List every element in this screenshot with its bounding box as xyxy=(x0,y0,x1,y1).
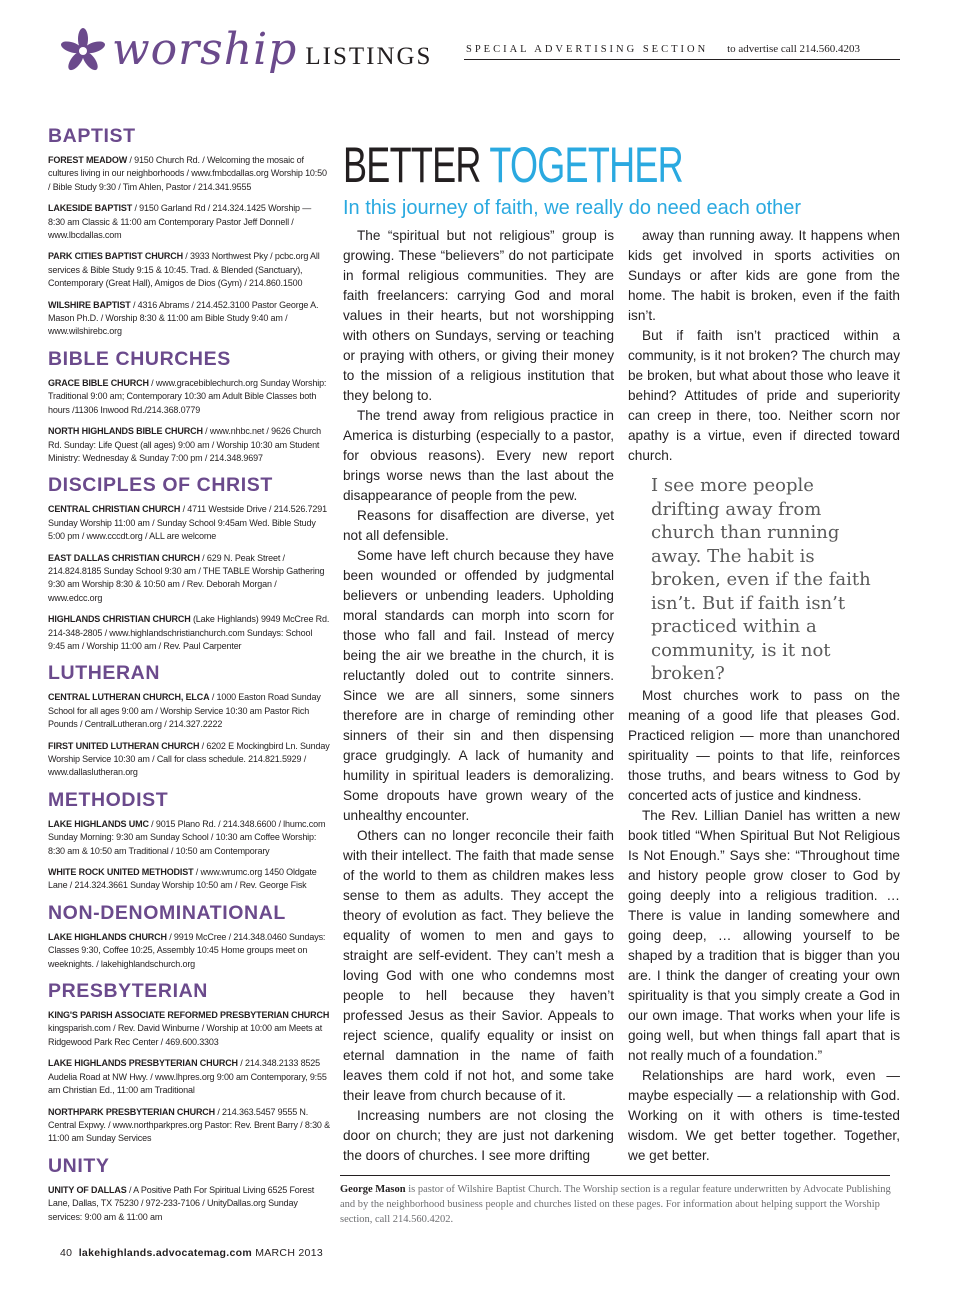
category-heading: BAPTIST xyxy=(48,125,136,147)
church-listing xyxy=(48,613,330,653)
category-heading: DISCIPLES OF CHRIST xyxy=(48,474,273,497)
article-paragraph: The “spiritual but not religious” group is growing. These “believers” do not participate in formal religious communities. They are faith freelancers: carrying God and moral values in their hearts, but not worshipping with others on Sundays, serving or teaching or praying with others, or giving their money to the mission of a religious institution that they belong to. xyxy=(343,228,614,403)
article-paragraph: Most churches work to pass on the meaning of a good life that pleases God. Practiced religion — more than unanchored spirituality — points to that life, reinforces those truths, and bears witness to God by concerted acts of justice and kindness. xyxy=(628,688,900,803)
page-number: 40 xyxy=(60,1247,73,1259)
church-name: LAKE HIGHLANDS UMC xyxy=(48,818,149,829)
article-column-left xyxy=(343,226,614,1166)
church-details: kingsparish.com / Rev. David Winburne / Worship at 10:00 am Meets at Ridgewood Park Rec Center / 469.600.3303 xyxy=(48,1023,323,1047)
article-paragraph: Relationships are hard work, even — maybe especially — a relationship with God. Working on it with others is time-tested wisdom. We get better together. Together, we get better. xyxy=(628,1068,900,1163)
category-heading: BIBLE CHURCHES xyxy=(48,347,231,370)
advertise-line: to advertise call 214.560.4203 xyxy=(727,43,860,55)
footer-site: lakehighlands.advocatemag.com xyxy=(78,1247,252,1259)
church-listing xyxy=(48,1184,330,1224)
church-listing xyxy=(48,377,330,417)
article-title xyxy=(343,137,744,193)
category-heading: UNITY xyxy=(48,1154,110,1177)
article-paragraph: Some have left church because they have been wounded or offended by judgmental believers or unbending leaders. Upholding moral standards can morph into scorn for those who fall and fail. Instead of mercy being the air we breathe in the church, it is reluctantly doled out to contrite sinners. Since we are all sinners, some sinners therefore are in charge of reminding other sinners of their sin and then dispensing grace grudgingly. A lack of humanity and humility in spiritual leaders is demoralizing. Some dropouts have grown weary of the unhealthy encounter. xyxy=(343,548,614,823)
church-details: / www.nhbc.net / 9626 Church Rd. Sunday: Life Quest (all ages) 9:00 am / Worship 10:30 am Student Ministry: Wednesday & Sunday 7:00 pm / 214.348.9697 xyxy=(48,426,322,463)
church-name: GRACE BIBLE CHURCH xyxy=(48,377,149,388)
church-listing xyxy=(48,503,330,543)
page-header xyxy=(60,24,900,78)
church-listing xyxy=(48,931,330,971)
church-name: FOREST MEADOW xyxy=(48,155,128,165)
church-name: NORTHPARK PRESBYTERIAN CHURCH xyxy=(48,1106,215,1117)
article-paragraph: Increasing numbers are not closing the door on church; they are just not darkening the doors of churches. I see more drifting xyxy=(343,1108,614,1163)
church-name: EAST DALLAS CHRISTIAN CHURCH xyxy=(48,552,200,563)
article-paragraph: Others can no longer reconcile their faith with their intellect. The faith that made sense of the world to them as children makes less sense to them as adults. They accept the theory of evolution as fact. They believe the equality of women to men and gays to straight are self-evident. They can’t mesh a loving God with one who condemns most people to hell because they haven’t professed Jesus as their Savior. Appeals to reject science, qualify equality or insist on eternal damnation in the name of faith leaves them cold if not hot, and some take their leave from church because of it. xyxy=(343,828,614,1103)
church-name: CENTRAL CHRISTIAN CHURCH xyxy=(48,504,181,515)
church-details: / www.wrumc.org 1450 Oldgate Lane / 214.324.3661 Sunday Worship 10:50 am / Rev. George Fisk xyxy=(48,867,317,891)
article-paragraph: away than running away. It happens when kids get involved in sports activities on Sundays or after kids are gone from the home. The habit is broken, even if the faith isn’t. xyxy=(628,228,900,323)
footer-issue: MARCH 2013 xyxy=(255,1247,323,1259)
worship-logo xyxy=(60,24,433,75)
church-details: / A Positive Path For Spiritual Living 6525 Forest Lane, Dallas, TX 75230 / 972-233-7106 / UnityDallas.org Sunday services: 9:00 am & 11:00 am xyxy=(48,1184,315,1222)
church-details: / 9015 Plano Rd. / 214.348.6600 / lhumc.com Sunday Morning: 9:30 am Sunday School / 10:30 am Coffee Worship: 8:30 am & 10:50 am Traditional / 10:50 am Contemporary xyxy=(48,818,326,856)
church-name: CENTRAL LUTHERAN CHURCH, ELCA xyxy=(48,692,210,703)
church-name: KING'S PARISH ASSOCIATE REFORMED PRESBYTERIAN CHURCH xyxy=(48,1010,330,1021)
church-listing xyxy=(48,818,330,858)
category-heading: METHODIST xyxy=(48,788,169,811)
article-paragraph: The Rev. Lillian Daniel has written a new book titled “When Spiritual But Not Religious Is Not Enough.” Says she: “Throughout time and history people grow closer to God by going deeply into a religious tradition. … There is value in landing somewhere and going deep, … allowing yourself to be shaped by a tradition that is bigger than you are. I think the danger of creating your own spirituality is that you simply create a God in our own image. That works when your life is going well, but when things fall apart that is not really much of a foundation.” xyxy=(628,808,900,1063)
article-paragraph: But if faith isn’t practiced within a community, is it not broken? The church may be broken, but what about those who leave it behind? Attitudes of pride and superiority can creep in there, too. Neither scorn nor apathy is a virtue, even if directed toward church. xyxy=(628,328,900,463)
church-details: / 4711 Westside Drive / 214.526.7291 Sunday Worship 11:00 am / Sunday School 9:45am Wed. Bible Study 5:00 pm / www.cccdt.org / ALL are welcome xyxy=(48,504,327,542)
church-details: / 9150 Garland Rd / 214.324.1425 Worship — 8:30 am Classic & 11:00 am Contemporary Pastor Jeff Donnell / www.lbcdallas.com xyxy=(48,203,312,241)
church-listing xyxy=(48,299,330,339)
article-subtitle: In this journey of faith, we really do need each other xyxy=(343,197,802,219)
church-details: / 629 N. Peak Street / 214.824.8185 Sunday School 9:30 am / THE TABLE Worship Gathering 9:30 am Worship 8:30 & 10:50 am / Rev. Deborah Morgan / www.edcc.org xyxy=(48,552,325,603)
church-name: LAKE HIGHLANDS CHURCH xyxy=(48,931,167,942)
church-details: / 9150 Church Rd. / Welcoming the mosaic of cultures living in our neighborhoods / www.fmbcdallas.org Worship 10:50 / Bible Study 9:30 / Tim Ahlen, Pastor / 214.341.9555 xyxy=(48,155,327,192)
article xyxy=(343,137,900,1163)
bio-name: George Mason xyxy=(340,1184,406,1195)
church-details: / 6202 E Mockingbird Ln. Sunday Worship Service 10:30 am / Call for class schedule. 214.821.5929 / www.dallaslutheran.org xyxy=(48,740,330,778)
article-paragraph: The trend away from religious practice in America is disturbing (especially to a pastor, for obvious reasons). Every new report brings worse news than the last about the disappearance of people from the pew. xyxy=(343,408,614,503)
logo-word: worship xyxy=(112,24,298,75)
church-name: FIRST UNITED LUTHERAN CHURCH xyxy=(48,740,200,751)
church-details: / 214.348.2133 8525 Audelia Road at NW Hwy. / www.lhpres.org 9:00 am Contemporary, 9:55 am Christian Ed., 11:00 am Traditional xyxy=(48,1058,327,1096)
header-rule xyxy=(464,59,900,60)
page-footer xyxy=(60,1247,323,1259)
church-listing xyxy=(48,1057,330,1097)
church-listing xyxy=(48,740,330,780)
church-details: / 3933 Northwest Pky / pcbc.org All services & Bible Study 9:15 & 10:45. Trad. & Blended (Sanctuary), Contemporary (Great Hall), Amigos de Dios (Gym) / 214.860.1500 xyxy=(48,251,320,289)
church-details: / 1000 Easton Road Sunday School for all ages 9:00 am / Worship Service 10:30 am Pastor Rich Pounds / CentralLutheran.org / 214.327.2222 xyxy=(48,692,321,730)
category-heading: LUTHERAN xyxy=(48,662,161,685)
bio-text: is pastor of Wilshire Baptist Church. The Worship section is a regular feature underwritten by Advocate Publishing and by the neighborhood business people and churches listed on these pages. For information about helping support the Worship section, call 214.560.4202. xyxy=(340,1184,891,1225)
church-listing xyxy=(48,154,330,194)
church-details: / www.gracebiblechurch.org Sunday Worship: Traditional 9:00 am; Contemporary 10:30 am Adult Bible Classes both hours /11306 Inwood Rd./214.368.0779 xyxy=(48,377,327,415)
bio-rule xyxy=(340,1175,890,1176)
church-listing xyxy=(48,866,330,893)
church-name: LAKE HIGHLANDS PRESBYTERIAN CHURCH xyxy=(48,1058,238,1069)
church-listings xyxy=(48,124,330,1232)
church-details: / 9919 McCree / 214.348.0460 Sundays: Classes 9:30, Coffee 10:25, Assembly 10:45 Home groups meet on weeknights. / lakehighlandschurch.org xyxy=(48,931,326,969)
category-heading: PRESBYTERIAN xyxy=(48,980,208,1003)
category-heading: NON-DENOMINATIONAL xyxy=(48,901,286,924)
church-details: / 214.363.5457 9555 N. Central Expwy. / www.northparkpres.org Pastor: Rev. Brent Barry / 8:30 & 11:00 am Sunday Services xyxy=(48,1106,330,1144)
church-listing xyxy=(48,691,330,731)
article-column-right-top xyxy=(628,226,900,466)
flower-icon xyxy=(60,28,106,74)
church-details: / 4316 Abrams / 214.452.3100 Pastor George A. Mason Ph.D. / Worship 8:30 & 11:00 am Bible Study 9:40 am / www.wilshirebc.org xyxy=(48,299,319,337)
article-paragraph: Reasons for disaffection are diverse, yet not all defensible. xyxy=(343,508,614,543)
church-name: NORTH HIGHLANDS BIBLE CHURCH xyxy=(48,426,203,437)
church-listing xyxy=(48,552,330,606)
article-column-right-bottom xyxy=(628,686,900,1166)
church-name: HIGHLANDS CHRISTIAN CHURCH xyxy=(48,614,191,625)
pull-quote: I see more people drifting away from church than running away. The habit is broken, even if the faith isn’t. But if faith isn’t practiced within a community, is it not broken? xyxy=(651,475,871,684)
title-part-better: BETTER xyxy=(343,137,481,193)
section-label: SPECIAL ADVERTISING SECTION xyxy=(466,44,709,55)
logo-listings: LISTINGS xyxy=(305,43,433,70)
church-listing xyxy=(48,1009,330,1049)
author-bio xyxy=(340,1182,892,1227)
title-part-together: TOGETHER xyxy=(489,137,683,193)
church-name: WHITE ROCK UNITED METHODIST xyxy=(48,867,194,878)
church-name: WILSHIRE BAPTIST xyxy=(48,299,131,310)
church-listing xyxy=(48,250,330,290)
church-listing xyxy=(48,425,330,465)
church-name: PARK CITIES BAPTIST CHURCH xyxy=(48,251,183,262)
church-listing xyxy=(48,1106,330,1146)
church-details: (Lake Highlands) 9949 McCree Rd. 214-348-2805 / www.highlandschristianchurch.com Sundays: School 9:45 am / Worship 11:00 am / Rev. Paul Carpenter xyxy=(48,614,330,651)
church-name: LAKESIDE BAPTIST xyxy=(48,203,133,214)
church-listing xyxy=(48,202,330,242)
church-name: UNITY OF DALLAS xyxy=(48,1184,127,1195)
